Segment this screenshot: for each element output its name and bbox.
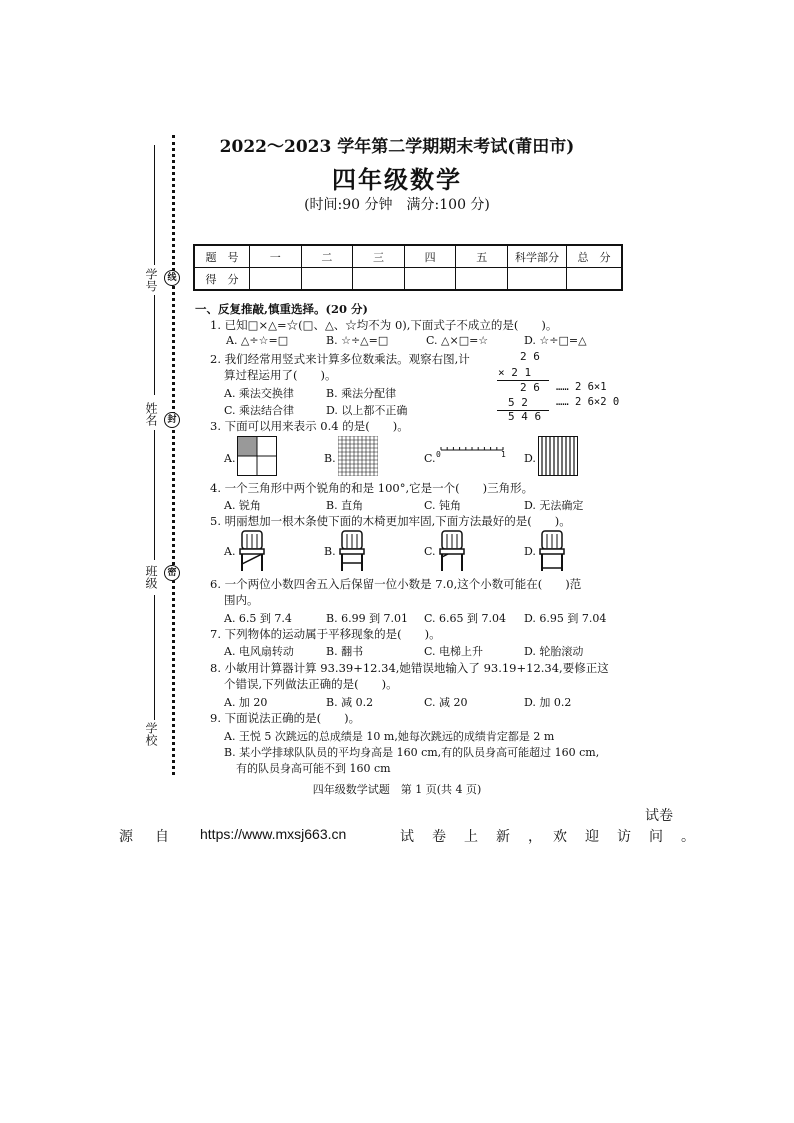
- q9-option-b[interactable]: B. 某小学排球队队员的平均身高是 160 cm,有的队员身高可能超过 160 cm,: [224, 746, 600, 759]
- q4-option-c[interactable]: C. 钝角: [424, 499, 462, 512]
- seal-marker-mi: 密: [164, 565, 180, 581]
- q8-option-b[interactable]: B. 减 0.2: [326, 696, 374, 709]
- number-line-figure: [437, 446, 507, 458]
- q3-option-b[interactable]: B.: [324, 452, 336, 465]
- q4-option-a[interactable]: A. 锐角: [224, 499, 261, 512]
- q5-option-c[interactable]: C.: [424, 545, 436, 558]
- calc-note-2: …… 2 6×2 0: [556, 396, 620, 408]
- q5-option-b[interactable]: B.: [324, 545, 336, 558]
- calc-multiplicand: 2 6: [520, 350, 540, 363]
- q7-option-d[interactable]: D. 轮胎滚动: [524, 645, 584, 658]
- question-6: 6. 一个两位小数四舍五入后保留一位小数是 7.0,这个小数可能在( )范: [210, 577, 582, 591]
- school-label: 学校: [144, 722, 158, 746]
- source-message: 试 卷 上 新 ， 欢 迎 访 问 。: [400, 829, 697, 845]
- score-cell[interactable]: [250, 268, 302, 291]
- page-footer: 四年级数学试题 第 1 页(共 4 页): [312, 783, 482, 796]
- table-cell: 科学部分: [508, 245, 567, 268]
- calc-note-1: …… 2 6×1: [556, 381, 607, 393]
- table-cell: 题 号: [194, 245, 250, 268]
- score-cell[interactable]: [567, 268, 623, 291]
- q4-option-d[interactable]: D. 无法确定: [524, 499, 584, 512]
- q3-option-a[interactable]: A.: [224, 452, 236, 465]
- seal-marker-xian: 线: [164, 270, 180, 286]
- question-8-cont: 个错误,下列做法正确的是( )。: [224, 677, 398, 691]
- score-cell[interactable]: [353, 268, 405, 291]
- table-cell: 一: [250, 245, 302, 268]
- question-7: 7. 下列物体的运动属于平移现象的是( )。: [210, 627, 441, 641]
- write-line: [154, 145, 155, 265]
- q1-option-d[interactable]: D. ☆÷□=△: [524, 334, 587, 347]
- question-1: 1. 已知□×△=☆(□、△、☆均不为 0),下面式子不成立的是( )。: [210, 318, 558, 332]
- exam-title: 2022～2023 学年第二学期期末考试(莆田市): [219, 137, 575, 157]
- q3-option-d[interactable]: D.: [524, 452, 536, 465]
- q2-option-c[interactable]: C. 乘法结合律: [224, 404, 295, 417]
- question-3: 3. 下面可以用来表示 0.4 的是( )。: [210, 419, 409, 433]
- q7-option-a[interactable]: A. 电风扇转动: [224, 645, 294, 658]
- q5-option-a[interactable]: A.: [224, 545, 236, 558]
- hundred-grid-figure: [338, 436, 378, 476]
- quarter-square-figure: [237, 436, 277, 476]
- q6-option-d[interactable]: D. 6.95 到 7.04: [524, 612, 607, 625]
- name-label: 姓名: [144, 402, 158, 426]
- corner-label: 试卷: [645, 808, 673, 824]
- q8-option-d[interactable]: D. 加 0.2: [524, 696, 572, 709]
- score-cell[interactable]: [508, 268, 567, 291]
- question-5: 5. 明丽想加一根木条使下面的木椅更加牢固,下面方法最好的是( )。: [210, 514, 571, 528]
- table-cell: 四: [404, 245, 456, 268]
- q7-option-c[interactable]: C. 电梯上升: [424, 645, 484, 658]
- calc-multiplier: × 2 1: [498, 366, 532, 379]
- q4-option-b[interactable]: B. 直角: [326, 499, 364, 512]
- class-label: 班级: [144, 565, 158, 589]
- score-cell[interactable]: [456, 268, 508, 291]
- chair-icon: [538, 530, 566, 572]
- q1-option-c[interactable]: C. △×□=☆: [426, 334, 489, 347]
- table-cell: 得 分: [194, 268, 250, 291]
- q6-option-b[interactable]: B. 6.99 到 7.01: [326, 612, 409, 625]
- q5-option-d[interactable]: D.: [524, 545, 536, 558]
- seal-marker-feng: 封: [164, 412, 180, 428]
- q8-option-a[interactable]: A. 加 20: [224, 696, 268, 709]
- source-link[interactable]: https://www.mxsj663.cn: [200, 826, 347, 842]
- q9-option-a[interactable]: A. 王悦 5 次跳远的总成绩是 10 m,她每次跳远的成绩肯定都是 2 m: [224, 730, 555, 743]
- q8-option-c[interactable]: C. 减 20: [424, 696, 468, 709]
- section-title: 一、反复推敲,慎重选择。(20 分): [195, 302, 368, 316]
- q1-option-b[interactable]: B. ☆÷△=□: [326, 334, 389, 347]
- write-line: [154, 430, 155, 560]
- subject-title: 四年级数学: [332, 165, 462, 194]
- score-table: [193, 244, 623, 291]
- number-line-end: 1: [501, 450, 506, 459]
- tenths-strips-figure: [538, 436, 578, 476]
- calc-partial-2: 5 2: [508, 396, 528, 409]
- binding-line: [172, 135, 175, 775]
- student-number-label: 学号: [144, 268, 158, 292]
- write-line: [154, 295, 155, 395]
- q6-option-c[interactable]: C. 6.65 到 7.04: [424, 612, 506, 625]
- chair-icon: [438, 530, 466, 572]
- calc-partial-1: 2 6: [520, 381, 540, 394]
- exam-time-info: (时间:90 分钟 满分:100 分): [304, 197, 490, 213]
- table-cell: 五: [456, 245, 508, 268]
- chair-icon: [338, 530, 366, 572]
- calc-result: 5 4 6: [508, 410, 542, 423]
- q2-option-b[interactable]: B. 乘法分配律: [326, 387, 397, 400]
- q1-option-a[interactable]: A. △÷☆=□: [226, 334, 289, 347]
- chair-icon: [238, 530, 266, 572]
- table-row: [194, 268, 622, 291]
- question-2-cont: 算过程运用了( )。: [224, 368, 337, 382]
- table-cell: 三: [353, 245, 405, 268]
- write-line: [154, 595, 155, 720]
- number-line-start: 0: [436, 450, 441, 459]
- q2-option-a[interactable]: A. 乘法交换律: [224, 387, 294, 400]
- question-4: 4. 一个三角形中两个锐角的和是 100°,它是一个( )三角形。: [210, 481, 534, 495]
- q3-option-c[interactable]: C.: [424, 452, 436, 465]
- q7-option-b[interactable]: B. 翻书: [326, 645, 364, 658]
- table-cell: 总 分: [567, 245, 623, 268]
- table-cell: 二: [301, 245, 353, 268]
- q2-option-d[interactable]: D. 以上都不正确: [326, 404, 408, 417]
- score-cell[interactable]: [404, 268, 456, 291]
- source-label: 源 自: [119, 829, 173, 845]
- q9-option-b-cont: 有的队员身高可能不到 160 cm: [236, 762, 391, 775]
- question-8: 8. 小敏用计算器计算 93.39+12.34,她错误地输入了 93.19+12.34,要修正这: [210, 661, 609, 675]
- question-2: 2. 我们经常用竖式来计算多位数乘法。观察右图,计: [210, 352, 470, 366]
- score-cell[interactable]: [301, 268, 353, 291]
- question-9: 9. 下面说法正确的是( )。: [210, 711, 361, 725]
- question-6-cont: 围内。: [224, 593, 259, 607]
- table-row: [194, 245, 622, 268]
- q6-option-a[interactable]: A. 6.5 到 7.4: [224, 612, 292, 625]
